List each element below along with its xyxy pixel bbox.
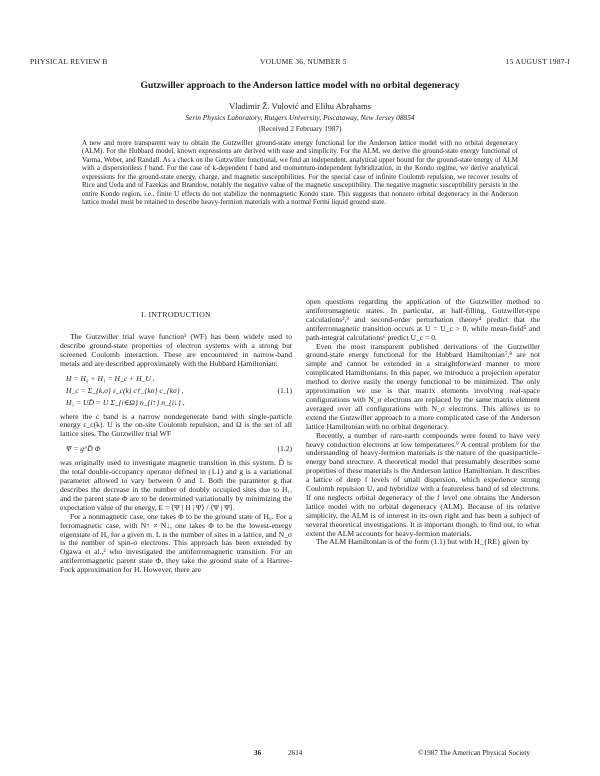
equation-line: [60, 443, 292, 455]
intro-paragraph-5: open questions regarding the application of the Gutzwiller method to antiferromagnetic states. In particular, at half-filling, Gutzwiller-type calculations²,³ and second-order perturbation theory⁴ predict that the antiferromagnetic transition occurs at U = U_c > 0, while mean-field⁵ and path-integral calculations⁶ predict U_c = 0.: [306, 297, 540, 342]
running-header: [30, 57, 570, 69]
paper-title: Gutzwiller approach to the Anderson lattice model with no orbital degeneracy: [140, 80, 460, 91]
intro-paragraph-1: The Gutzwiller trial wave function¹ (WF) has been widely used to describe ground-state properties of electron systems with a strong but screened Coulomb interaction. These are encountered in narrow-band metals and are described approximately with the Hubbard Hamiltonian:: [60, 331, 292, 368]
equation-1-1: [60, 373, 292, 409]
page-footer: [30, 749, 570, 759]
left-column: [60, 311, 292, 575]
equation-1-2: [60, 443, 292, 455]
authors: Vladimir Ž. Vulović and Elihu Abrahams: [228, 101, 372, 111]
equation-number: (1.2): [277, 444, 292, 454]
intro-paragraph-6: Even the most transparent published derivations of the Gutzwiller ground-state energy functional for the Hubbard Hamiltonian⁷,⁸ are not simple and cannot be extended in a straightforward manner to more complicated Hamiltonians. In this paper, we introduce a projection operator method to derive easily the energy functional to be minimized. The only approximation we use is that matrix elements involving real-space configurations with N_σ electrons are replaced by the same matrix element averaged over all configurations with N_σ electrons. This allows us to extend the Gutzwiller approach to a more complicated case of the Anderson lattice Hamiltonian with no orbital degeneracy.: [306, 341, 540, 431]
intro-paragraph-7: Recently, a number of rare-earth compounds were found to have very heavy conduction electrons at low temperatures.⁹ A central problem for the understanding of heavy-fermion materials is the nature of the quasiparticle-energy band structure. A theoretical model that presumably describes some properties of these materials is the Anderson lattice Hamiltonian. It describes a lattice of deep f levels of small dispersion, which experience strong Coulomb repulsion U, and hybridize with a featureless band of sd electrons. If one neglects orbital degeneracy of the f level one obtains the Anderson lattice model with no orbital degeneracy (ALM). Because of its relative simplicity, the ALM is of interest in its own right and has been a subject of several theoretical investigations. It is important though, to find out, to what extent the ALM accounts for heavy-fermion materials.: [306, 430, 540, 538]
equation-text: H = H₀ + H₁ = H_c + H_U ,: [66, 373, 155, 383]
equation-line: [60, 397, 292, 409]
received-date: (Received 2 February 1987): [258, 124, 342, 133]
equation-text: H₁ = UD̂ = U Σ_{i∈Ω} n_{i↑} n_{i↓} ,: [66, 397, 185, 407]
intro-paragraph-2: where the c band is a narrow nondegenerate band with single-particle energy ε_c(k). U is the on-site Coulomb repulsion, and Ω is the set of all lattice sites. The Gutzwiller trial WF: [60, 411, 292, 439]
page-number: 2614: [288, 749, 303, 757]
section-heading: I. INTRODUCTION: [141, 310, 211, 319]
abstract: A new and more transparent way to obtain the Gutzwiller ground-state energy functional for the Anderson lattice model with no orbital degeneracy (ALM). For the Hubbard model, known expressions are derived with ease and simplicity. For the ALM, we derive the ground-state energy functional of Varma, Weber, and Randall. As a check on the Gutzwiller functional, we find an independent, analytical upper bound for the ground-state energy of ALM with a dispersionless f band. For the case of k-dependent f band and momentum-independent hybridization, in the Kondo regime, we derive analytical expressions for the ground-state energy, charge, and magnetic susceptibilities. For the special case of infinite Coulomb repulsion, we recover results of Rice and Ueda and of Fazekas and Brandow, notably the negative value of the magnetic susceptibility. The negative magnetic susceptibility persists in the entire Kondo region, i.e., finite U effects do not stabilize the nonmagnetic Kondo state. This suggests that nonzero orbital degeneracy in the Anderson lattice model must be retained to describe heavy-fermion materials with a normal Fermi liquid ground state.: [82, 139, 518, 207]
copyright: ©1987 The American Physical Society: [418, 749, 530, 757]
issue-date: 15 AUGUST 1987-I: [505, 57, 570, 66]
intro-paragraph-8: The ALM Hamiltonian is of the form (1.1) but with H_{RE} given by: [316, 537, 529, 547]
equation-number: (1.1): [277, 385, 292, 395]
equation-line: [60, 373, 292, 385]
intro-paragraph-4: For a nonmagnetic case, one takes Φ to be the ground state of H₀. For a ferromagnetic case, with N↑ ≠ N↓, one takes Φ to be the lowest-energy eigenstate of H₀ for a given m. L is the number of sites in a lattice, and N_σ is the number of spin-σ electrons. This approach has been extended by Ogawa et al.,² who investigated the antiferromagnetic transition. For an antiferromagnetic parent state Φ, they take the ground state of a Hartree-Fock approximation for H. However, there are: [60, 511, 292, 575]
volume-number: VOLUME 36, NUMBER 5: [260, 57, 347, 66]
journal-name: PHYSICAL REVIEW B: [30, 57, 108, 66]
equation-text: H_c = Σ_{k,σ} ε_c(k) c†_{kσ} c_{kσ} ,: [66, 385, 184, 395]
equation-line: [60, 385, 292, 397]
volume-page: 36: [254, 749, 262, 757]
right-column: [306, 298, 540, 547]
affiliation: Serin Physics Laboratory, Rutgers University, Piscataway, New Jersey 08854: [185, 113, 415, 122]
equation-text: Ψ = g^D̂ Φ: [66, 444, 101, 454]
intro-paragraph-3: was originally used to investigate magnetic transition in this system. D̂ is the total double-occupancy operator defined in (1.1) and g is a variational parameter allowed to vary between 0 and 1. Both the parameter g that describes the decrease in the number of doubly occupied sites due to H₁, and the parent state Φ are to be determined variationally by minimizing the expectation value of the energy, E = ⟨Ψ | H | Ψ⟩ / ⟨Ψ | Ψ⟩.: [60, 458, 292, 512]
